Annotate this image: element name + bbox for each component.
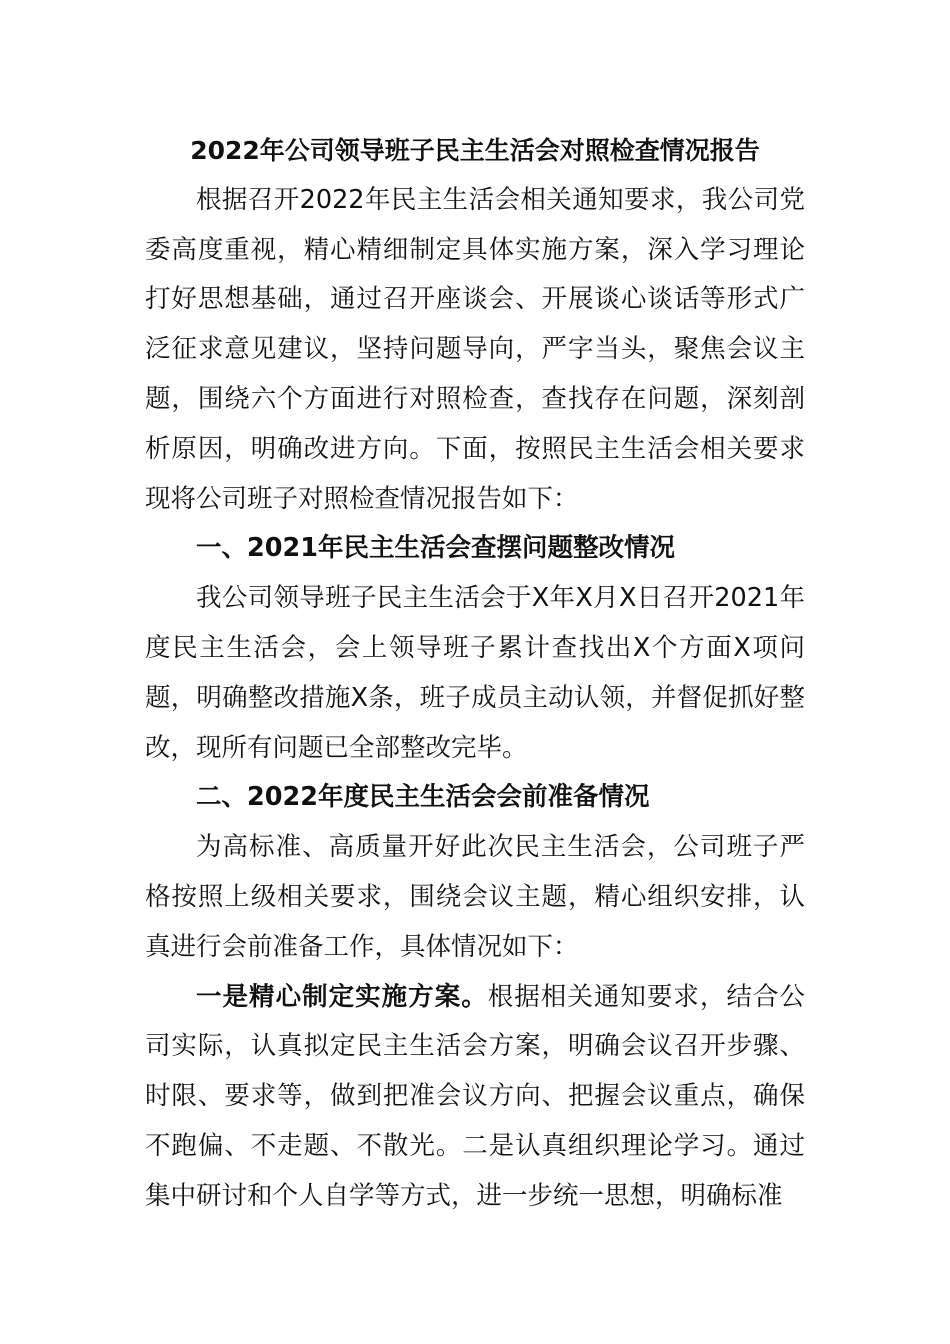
document-body (145, 126, 805, 1222)
section-heading-1: 一、2021年民主生活会查摆问题整改情况 (196, 533, 675, 564)
section-2-intro-paragraph: 为高标准、高质量开好此次民主生活会，公司班子严格按照上级相关要求，围绕会议主题，精心组织安排，认真进行会前准备工作，具体情况如下： (145, 832, 805, 962)
section-heading-2: 二、2022年度民主生活会会前准备情况 (196, 782, 650, 813)
item-1-body: 根据相关通知要求，结合公司实际，认真拟定民主生活会方案，明确会议召开步骤、时限、要求等，做到把准会议方向、把握会议重点，确保不跑偏、不走题、不散光。二是认真组织理论学习。通过集中研讨和个人自学等方式，进一步统一思想，明确标准 (145, 981, 805, 1211)
section-1-paragraph: 我公司领导班子民主生活会于X年X月X日召开2021年度民主生活会，会上领导班子累计查找出X个方面X项问题，明确整改措施X条，班子成员主动认领，并督促抓好整改，现所有问题已全部整改完毕。 (145, 583, 805, 763)
intro-paragraph: 根据召开2022年民主生活会相关通知要求，我公司党委高度重视，精心精细制定具体实施方案，深入学习理论打好思想基础，通过召开座谈会、开展谈心谈话等形式广泛征求意见建议，坚持问题导向，严字当头，聚焦会议主题，围绕六个方面进行对照检查，查找存在问题，深刻剖析原因，明确改进方向。下面，按照民主生活会相关要求现将公司班子对照检查情况报告如下： (145, 184, 805, 514)
item-1-paragraph (145, 973, 805, 1222)
item-1-lead: 一是精心制定实施方案。 (196, 981, 488, 1012)
document-title: 2022年公司领导班子民主生活会对照检查情况报告 (190, 136, 760, 165)
